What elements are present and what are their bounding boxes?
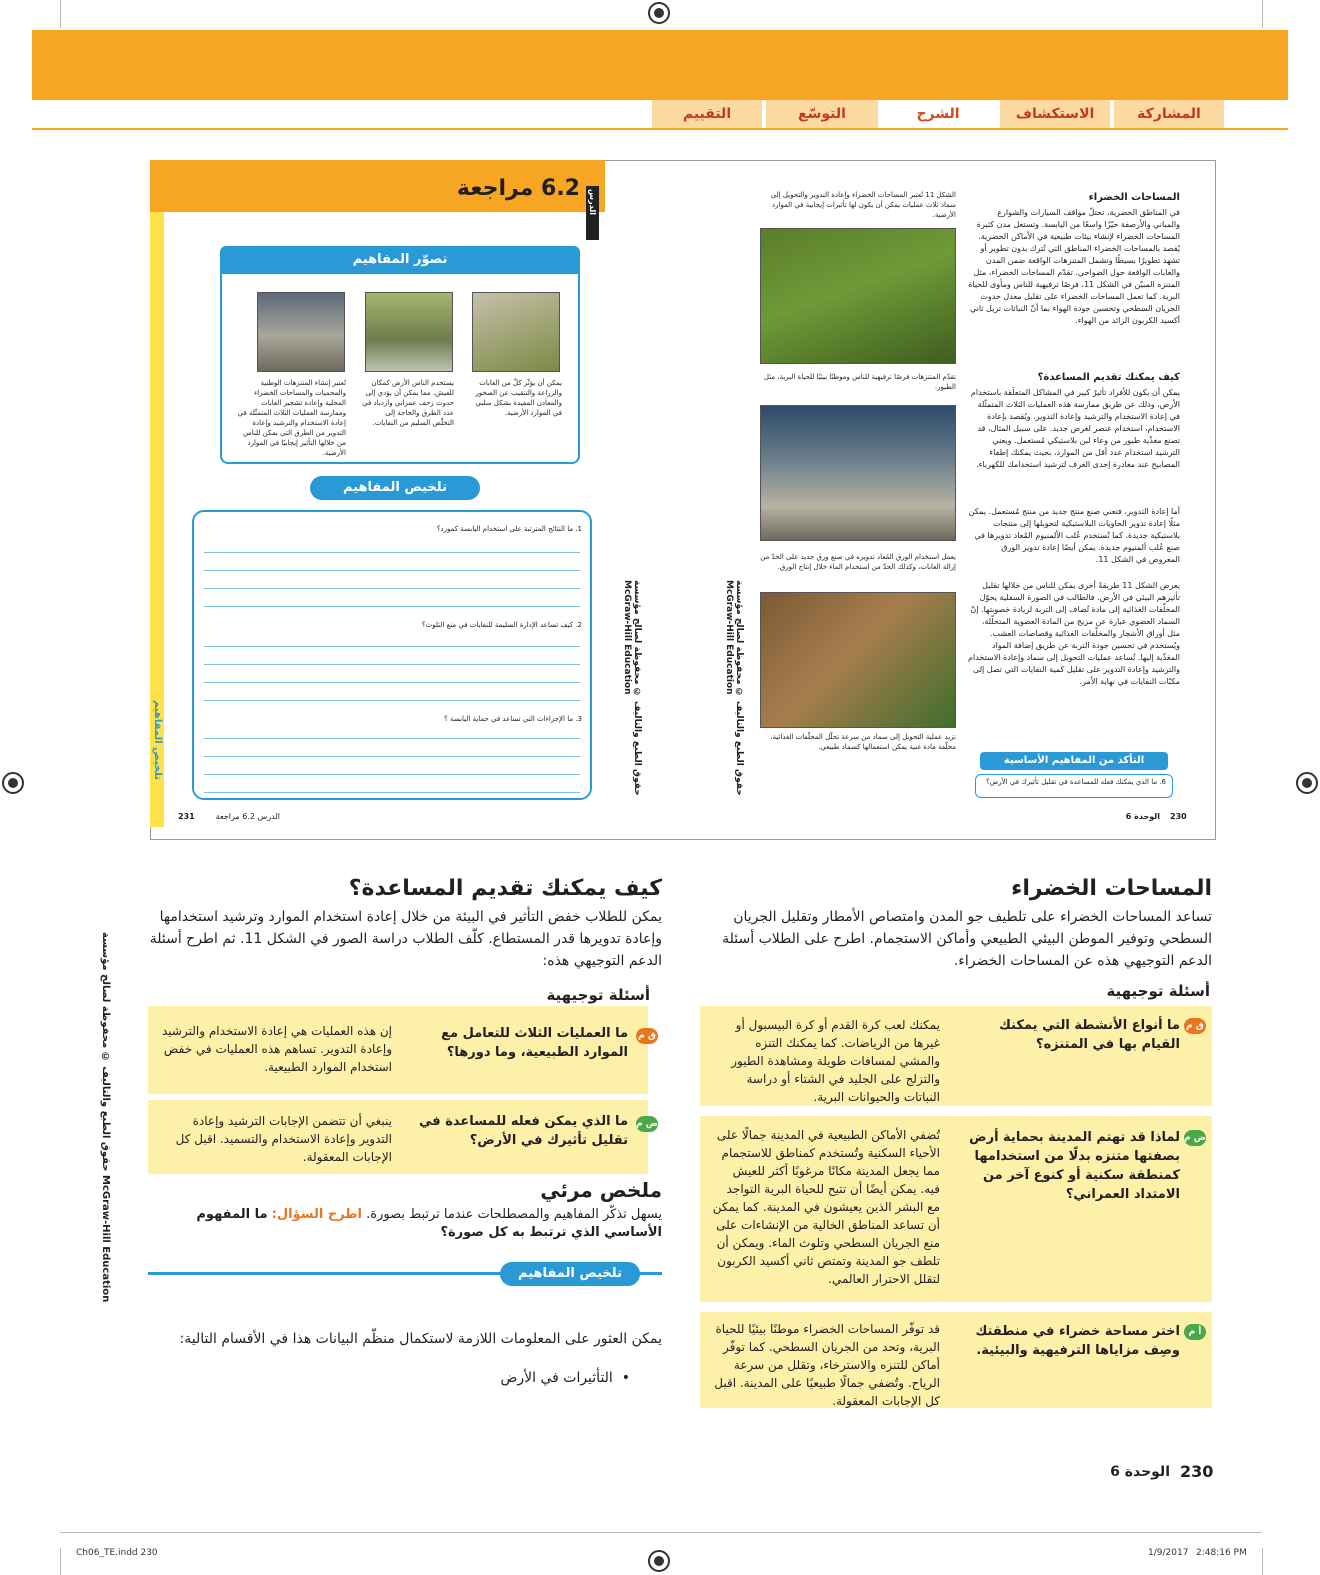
student-unit-label: الوحدة 6 (1125, 812, 1160, 821)
help-main-heading: كيف يمكنك تقديم المساعدة؟ (348, 876, 662, 901)
summary-question-2: 2. كيف تساعد الإدارة السليمة للنفايات في منع التلوث؟ (421, 621, 582, 629)
compost-photo (760, 592, 956, 728)
print-date: 1/9/2017 (1148, 1548, 1189, 1558)
answer-line[interactable] (204, 738, 580, 739)
left-student-copyright: حقوق الطبع والتأليف © محفوظة لصالح مؤسسة McGraw-Hill Education (622, 580, 642, 796)
registration-mark-icon (648, 1550, 670, 1572)
tab-explore[interactable]: الاستكشاف (1000, 100, 1110, 128)
header-bar (32, 30, 1288, 100)
compost-caption: تزيد عملية التحويل إلى سماد من سرعة تحلّل المخلّفات الغذائية، مخلّفة مادة غنية يمكن استعمالها كسماد طبيعي. (770, 733, 956, 751)
visual-summary-body (148, 1206, 662, 1242)
summary-bullet (300, 1370, 630, 1386)
housing-photo (365, 292, 453, 372)
print-time: 2:48:16 PM (1196, 1548, 1247, 1558)
crop-line (1262, 0, 1263, 28)
check-concepts-banner: التأكد من المفاهيم الأساسية (980, 752, 1168, 770)
figure-caption: الشكل 11 تُعتبر المساحات الخضراء وإعادة التدوير والتحويل إلى سماد ثلاث عمليات يمكن أن يكون لها تأثيرات إيجابية في الموارد الأرضية. (770, 191, 956, 219)
compost-body: يعرض الشكل 11 طريقةً أخرى يمكن للناس من خلالها تقليل تأثيرهم البيئي في الأرض. فالطالب في الصورة السفلية يحوّل المخلّفات الغذائية إلى مادة تُضاف إلى التربة لزيادة خصوبتها. إنّ السماد العضوي عبارة عن مزيج من المادة العضوية المتحلّلة، مثل أوراق الأشجار والمخلّفات الغذائية وقصاصات العشب. ويُستخدم في تحسين جودة التربة عن طريق إضافة المواد المغذّية إليها. تُساعد عمليات التحويل إلى سماد وإعادة الاستخدام والترشيد وإعادة التدوير على تقليل كمية النفايات التي تصل إلى مكبّات النفايات في نهاية الأمر. (968, 581, 1180, 686)
answer-line[interactable] (204, 606, 580, 607)
page-number: 230 (1180, 1462, 1214, 1481)
answer-line[interactable] (204, 646, 580, 647)
summary-banner: تلخيص المفاهيم (310, 476, 480, 500)
help-heading: كيف يمكنك تقديم المساعدة؟ (1037, 372, 1180, 383)
answer-text: قد توفّر المساحات الخضراء موطنًا بيئيًا للحياة البرية، وتحد من الجريان السطحي. كما توفّر أماكن للتنزه والاسترخاء، وتقلل من سرعة الرياح. وتُضفي جمالًا طبيعيًا على المدينة. اقبل كل الإجابات المعقولة. (714, 1322, 940, 1408)
summary-concepts-banner: تلخيص المفاهيم (500, 1262, 640, 1286)
visual-summary-question: ما المفهوم الأساسي الذي ترتبط به كل صورة؟ (196, 1207, 662, 1240)
unit-label: الوحدة 6 (1110, 1464, 1170, 1480)
answer-line[interactable] (204, 774, 580, 775)
registration-mark-icon (648, 2, 670, 24)
answer-line[interactable] (204, 700, 580, 701)
green-space-heading: المساحات الخضراء (1088, 192, 1180, 203)
answer-line[interactable] (204, 664, 580, 665)
tab-explain[interactable]: الشرح (882, 100, 994, 128)
question-text: ما العمليات الثلاث للتعامل مع الموارد الطبيعية، وما دورها؟ (441, 1026, 628, 1060)
forest-photo (472, 292, 560, 372)
recycling-pile-photo (257, 292, 345, 372)
registration-mark-icon (1296, 772, 1318, 794)
tab-engage[interactable]: المشاركة (1114, 100, 1224, 128)
answer-line[interactable] (204, 682, 580, 683)
lesson-tag: الدرس (586, 186, 599, 240)
review-title: 6.2 مراجعة (456, 176, 580, 201)
crop-line (60, 0, 61, 28)
answer-text: ينبغي أن تتضمن الإجابات الترشيد وإعادة التدوير وإعادة الاستخدام والتسميد. اقبل كل الإجابات المعقولة. (175, 1114, 392, 1164)
print-file-name: Ch06_TE.indd 230 (76, 1548, 158, 1558)
level-badge: ق م (1184, 1018, 1206, 1034)
answer-text: تُضفي الأماكن الطبيعية في المدينة جمالًا على الأحياء السكنية وتُستخدم كمناطق للاستجمام مما يجعل المدينة مكانًا مرغوبًا أكثر للعيش فيه. يمكن أيضًا أن تتيح للحياة البرية التواجد مع البشر الذين يعيشون في المدينة. كما يمكن أن تساعد المناطق الخالية من الإنشاءات على منع الجريان السطحي وتلوث الماء. ويمكن أن تلطف جو المدينة وتمتص ثاني أكسيد الكربون لتقلل الاحترار العالمي. (712, 1128, 940, 1286)
page-copyright: حقوق الطبع والتأليف © محفوظة لصالح مؤسسة McGraw-Hill Education (100, 932, 111, 1303)
question-text: ما أنواع الأنشطة التي يمكنك القيام بها في المتنزه؟ (998, 1018, 1180, 1052)
visual-summary-text: يسهل تذكّر المفاهيم والمصطلحات عندما ترتبط بصورة. (366, 1207, 662, 1222)
slug-line (60, 1532, 1262, 1533)
level-badge: ض م (1184, 1130, 1206, 1146)
level-badge: ض م (636, 1116, 658, 1132)
recycle-body: أما إعادة التدوير، فتعني صنع منتج جديد من منتج مُستعمل. يمكن مثلًا إعادة تدوير الحاويات البلاستيكية لتحويلها إلى منتجات بلاستيكية جديدة. كما تُستخدم عُلب الألمنيوم المُعاد تدويرها في صنع عُلب ألمنيوم جديدة. يمكن أيضًا إعادة تدوير الورق المعروض في الشكل 11. (968, 507, 1180, 564)
bullet-text: التأثيرات في الأرض (500, 1370, 613, 1386)
green-spaces-intro: تساعد المساحات الخضراء على تلطيف جو المدن وامتصاص الأمطار وتقليل الجريان السطحي وتوفير الموطن البيئي الطبيعي وأماكن الاستجمام. اطرح على الطلاب أسئلة الدعم التوجيهي هذه عن المساحات الخضراء. (722, 909, 1212, 969)
answer-text: يمكنك لعب كرة القدم أو كرة البيسبول أو غيرها من الرياضات. كما يمكنك التنزه والمشي لمسافات طويلة ومشاهدة الطيور والتزلج على الجليد في الشتاء أو دراسة النباتات والحيوانات البرية. (731, 1018, 940, 1104)
recycling-caption: يعمل استخدام الورق المُعاد تدويره في صنع ورق جديد على الحدّ من إزالة الغابات، وكذلك الحدّ من استخدام الماء خلال إنتاج الورق. (760, 553, 956, 571)
recycling-photo (760, 405, 956, 541)
answer-line[interactable] (204, 588, 580, 589)
park-caption: تقدّم المتنزهات فرصًا ترفيهية للناس وموطنًا بيئيًا للحياة البرية، مثل الطيور. (763, 373, 956, 391)
park-photo (760, 228, 956, 364)
visual-summary-heading: ملخص مرئي (540, 1178, 662, 1202)
check-question: 6. ما الذي يمكنك فعله للمساعدة في تقليل تأثيرك في الأرض؟ (975, 774, 1173, 798)
summary-question-3: 3. ما الإجراءات التي تساعد في حماية اليابسة ؟ (444, 715, 582, 723)
left-page-number: 231 (178, 812, 195, 821)
answer-line[interactable] (204, 756, 580, 757)
level-badge: أ م (1184, 1324, 1206, 1340)
green-space-body: في المناطق الحضرية، تحتلّ مواقف السيارات والشوارع والمباني والأرصفة حيّزًا واسعًا من اليابسة. وتستغل مدن كثيرة المساحات الخضراء لإنشاء بيئات طبيعية في الأماكن الحضرية. يُقصد بالمساحات الخضراء المناطق التي تُترك بدون تطوير أو تشهد تطويرًا بسيطًا وتشمل المتنزهات الواقعة ضمن المدن والغابات الواقعة حول الضواحي. تقدّم المساحات الخضراء، مثل المتنزه المبيّن في الشكل 11، فرصًا ترفيهية للناس ومأوى للحياة البرية. كما تعمل المساحات الخضراء على تقليل معدل حدوث الجريان السطحي وتحسين جودة الهواء بما أنّ النباتات تزيل ثاني أكسيد الكربون الزائد من الهواء. (968, 208, 1180, 325)
bullet-icon: • (612, 1370, 630, 1386)
left-lesson-label: الدرس 6.2 مراجعة (215, 812, 280, 821)
summary-instructions: يمكن العثور على المعلومات اللازمة لاستكمال منظّم البيانات هذا في الأقسام التالية: (179, 1331, 662, 1347)
answer-line[interactable] (204, 792, 580, 793)
answer-line[interactable] (204, 552, 580, 553)
crop-line (1262, 1548, 1263, 1575)
registration-mark-icon (2, 772, 24, 794)
side-summary-label: تلخيص المفاهيم (152, 700, 163, 780)
student-copyright: حقوق الطبع والتأليف © محفوظة لصالح مؤسسة McGraw-Hill Education (724, 580, 744, 796)
help-intro: يمكن للطلاب خفض التأثير في البيئة من خلال إعادة استخدام الموارد وترشيد استخدامها وإعادة تدويرها قدر المستطاع. كلّف الطلاب دراسة الصور في الشكل 11. ثم اطرح أسئلة الدعم التوجيهي هذه: (149, 909, 662, 969)
ask-question-label: اطرح السؤال: (271, 1207, 363, 1222)
concept-caption-c: تُعتبر إنشاء المتنزهات الوطنية والمحميات والمساحات الخضراء المحلية وإعادة تشجير الغابات وممارسة العمليات الثلاث المتمثّلة في إعادة الاستخدام والترشيد وإعادة التدوير من الطرق التي يمكن للناس من خلالها التأثير إيجابيًا في الموارد الأرضية. (237, 379, 346, 457)
tab-elaborate[interactable]: التوسّع (766, 100, 878, 128)
concept-caption-b: يستخدم الناس الأرض كمكان للعيش، مما يمكن أن يؤدي إلى حدوث زحف عمراني وازدياد في عدد الطرق والحاجة إلى التخلّص السليم من النفايات. (362, 379, 454, 427)
concept-caption-a: يمكن أن يؤثّر كلٌّ من الغابات والزراعة والتنقيب عن الصخور والمعادن المفيدة بشكل سلبي في الموارد الأرضية. (475, 379, 562, 417)
student-page-number: 230 (1170, 812, 1187, 821)
guiding-questions-right: أسئلة توجيهية (1106, 982, 1210, 1000)
question-text: لماذا قد تهتم المدينة بحماية أرض بصفتها متنزه بدلًا من استخدامها كمنطقة سكنية أو كنوع آخر من الامتداد العمراني؟ (969, 1130, 1180, 1202)
crop-line (60, 1548, 61, 1575)
tab-evaluate[interactable]: التقييم (652, 100, 762, 128)
help-body: يمكن أن يكون للأفراد تأثيرٌ كبير في المشاكل المتعلّقة باستخدام الأرض، وذلك عن طريق ممارسة هذه العمليات الثلاث المتمثّلة في إعادة الاستخدام والترشيد وإعادة التدوير. ويُقصد بإعادة الاستخدام، استخدام عنصر لغرض جديد. على سبيل المثال، قد تصنع مغذّية طيور من وعاء لبن بلاستيكي مُستعمل. ويعني الترشيد استخدام عدد أقل من الموارد، بحيث يمكنك إطفاء المصابيح عند مغادرة إحدى الغرف لترشيد استخدامك للكهرباء. (970, 388, 1180, 469)
answer-text: إن هذه العمليات هي إعادة الاستخدام والترشيد وإعادة التدوير. تساهم هذه العمليات في خفض استخدام الموارد الطبيعية. (162, 1024, 392, 1074)
question-text: اختر مساحة خضراء في منطقتك وصِف مزاياها الترفيهية والبيئية. (975, 1324, 1180, 1358)
level-badge: ق م (636, 1028, 658, 1044)
visualize-concepts-title: تصوّر المفاهيم (220, 246, 580, 274)
answer-line[interactable] (204, 570, 580, 571)
green-spaces-heading: المساحات الخضراء (1011, 876, 1212, 901)
question-text: ما الذي يمكن فعله للمساعدة في تقليل تأثيرك في الأرض؟ (419, 1114, 628, 1148)
tab-underline (32, 128, 1288, 130)
summary-question-1: 1. ما النتائج المترتبة على استخدام اليابسة كمورد؟ (436, 525, 582, 533)
guiding-questions-left: أسئلة توجيهية (546, 986, 650, 1004)
